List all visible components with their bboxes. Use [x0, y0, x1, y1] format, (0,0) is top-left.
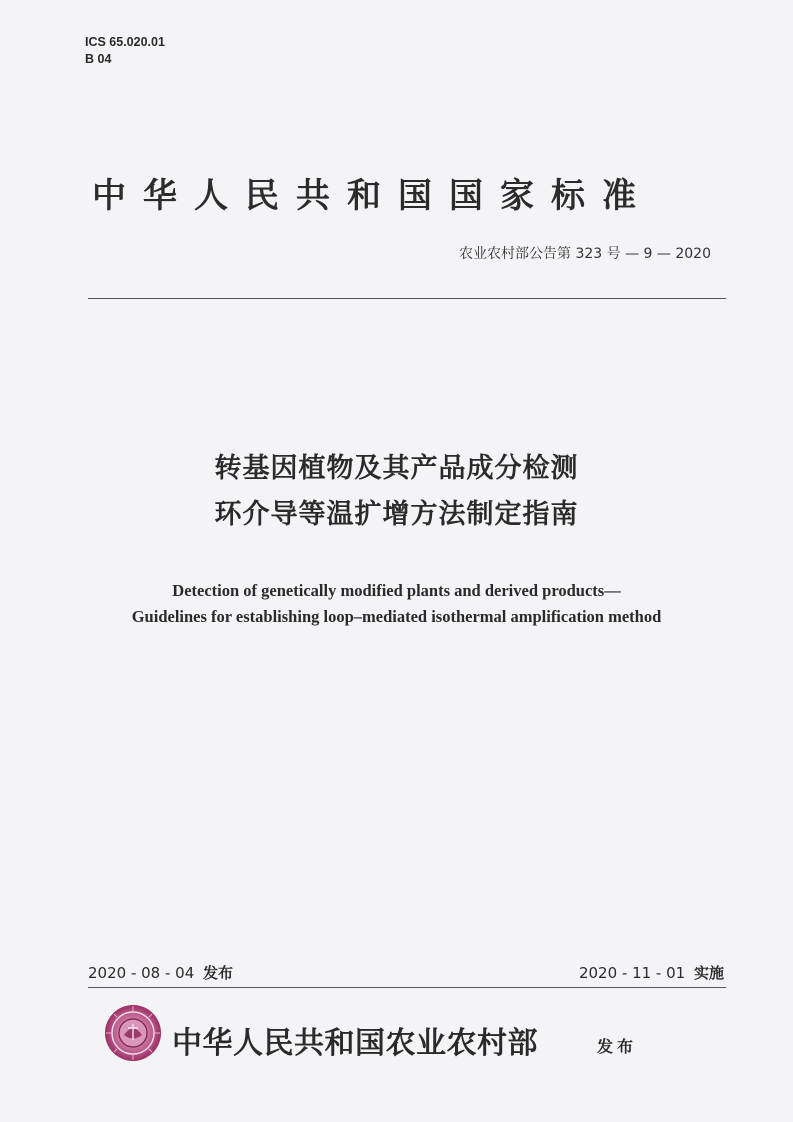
- top-divider: [88, 298, 726, 299]
- english-title-line-1: Detection of genetically modified plants and derived products—: [172, 581, 621, 600]
- ministry-seal-icon: [104, 1004, 162, 1062]
- chinese-title: [0, 446, 793, 538]
- issue-label: 发布: [203, 964, 234, 982]
- chinese-title-line-1: 转基因植物及其产品成分检测: [214, 453, 579, 484]
- ccs-code: B 04: [85, 52, 112, 66]
- effective-label: 实施: [693, 964, 724, 982]
- ics-code: ICS 65.020.01: [85, 35, 165, 49]
- effective-date: 2020 - 11 - 01: [578, 964, 686, 982]
- classification-codes: [85, 34, 165, 68]
- issuing-action: 发布: [597, 1037, 638, 1056]
- issuing-authority: 中华人民共和国农业农村部: [172, 1026, 538, 1061]
- english-title-line-2: Guidelines for establishing loop–mediated isothermal amplification method: [131, 607, 662, 626]
- english-title: [0, 578, 793, 630]
- issue-date-block: [88, 962, 233, 983]
- national-standard-title: 中华人民共和国国家标准: [92, 176, 653, 216]
- bottom-divider: [88, 987, 726, 988]
- standard-number: 农业农村部公告第 323 号 — 9 — 2020: [459, 246, 711, 262]
- issue-date: 2020 - 08 - 04: [88, 964, 195, 982]
- chinese-title-line-2: 环介导等温扩增方法制定指南: [214, 499, 579, 530]
- effective-date-block: [579, 962, 724, 983]
